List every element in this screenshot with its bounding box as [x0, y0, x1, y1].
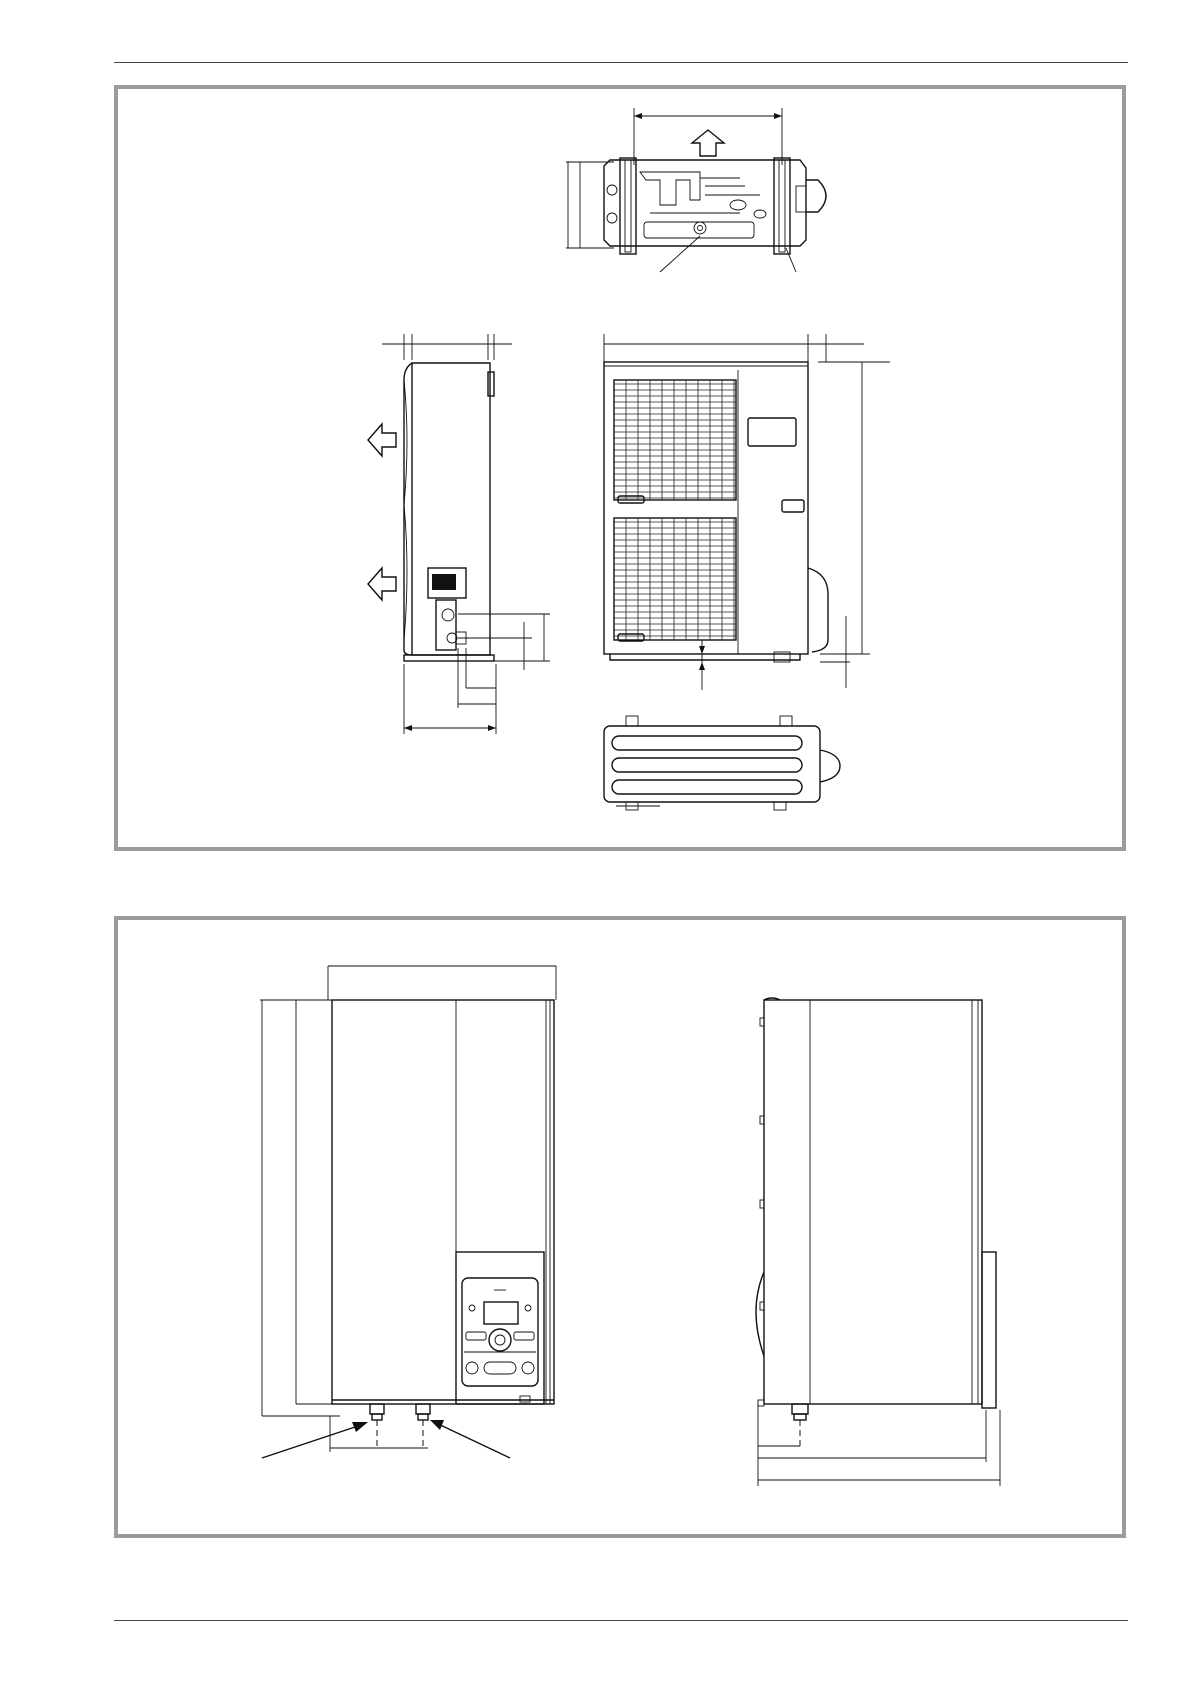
indoor-side-view	[756, 998, 1000, 1486]
knob-icon	[489, 1329, 511, 1351]
display-icon	[484, 1302, 518, 1324]
indoor-front-view	[260, 966, 556, 1458]
footer-rule	[114, 1620, 1128, 1621]
